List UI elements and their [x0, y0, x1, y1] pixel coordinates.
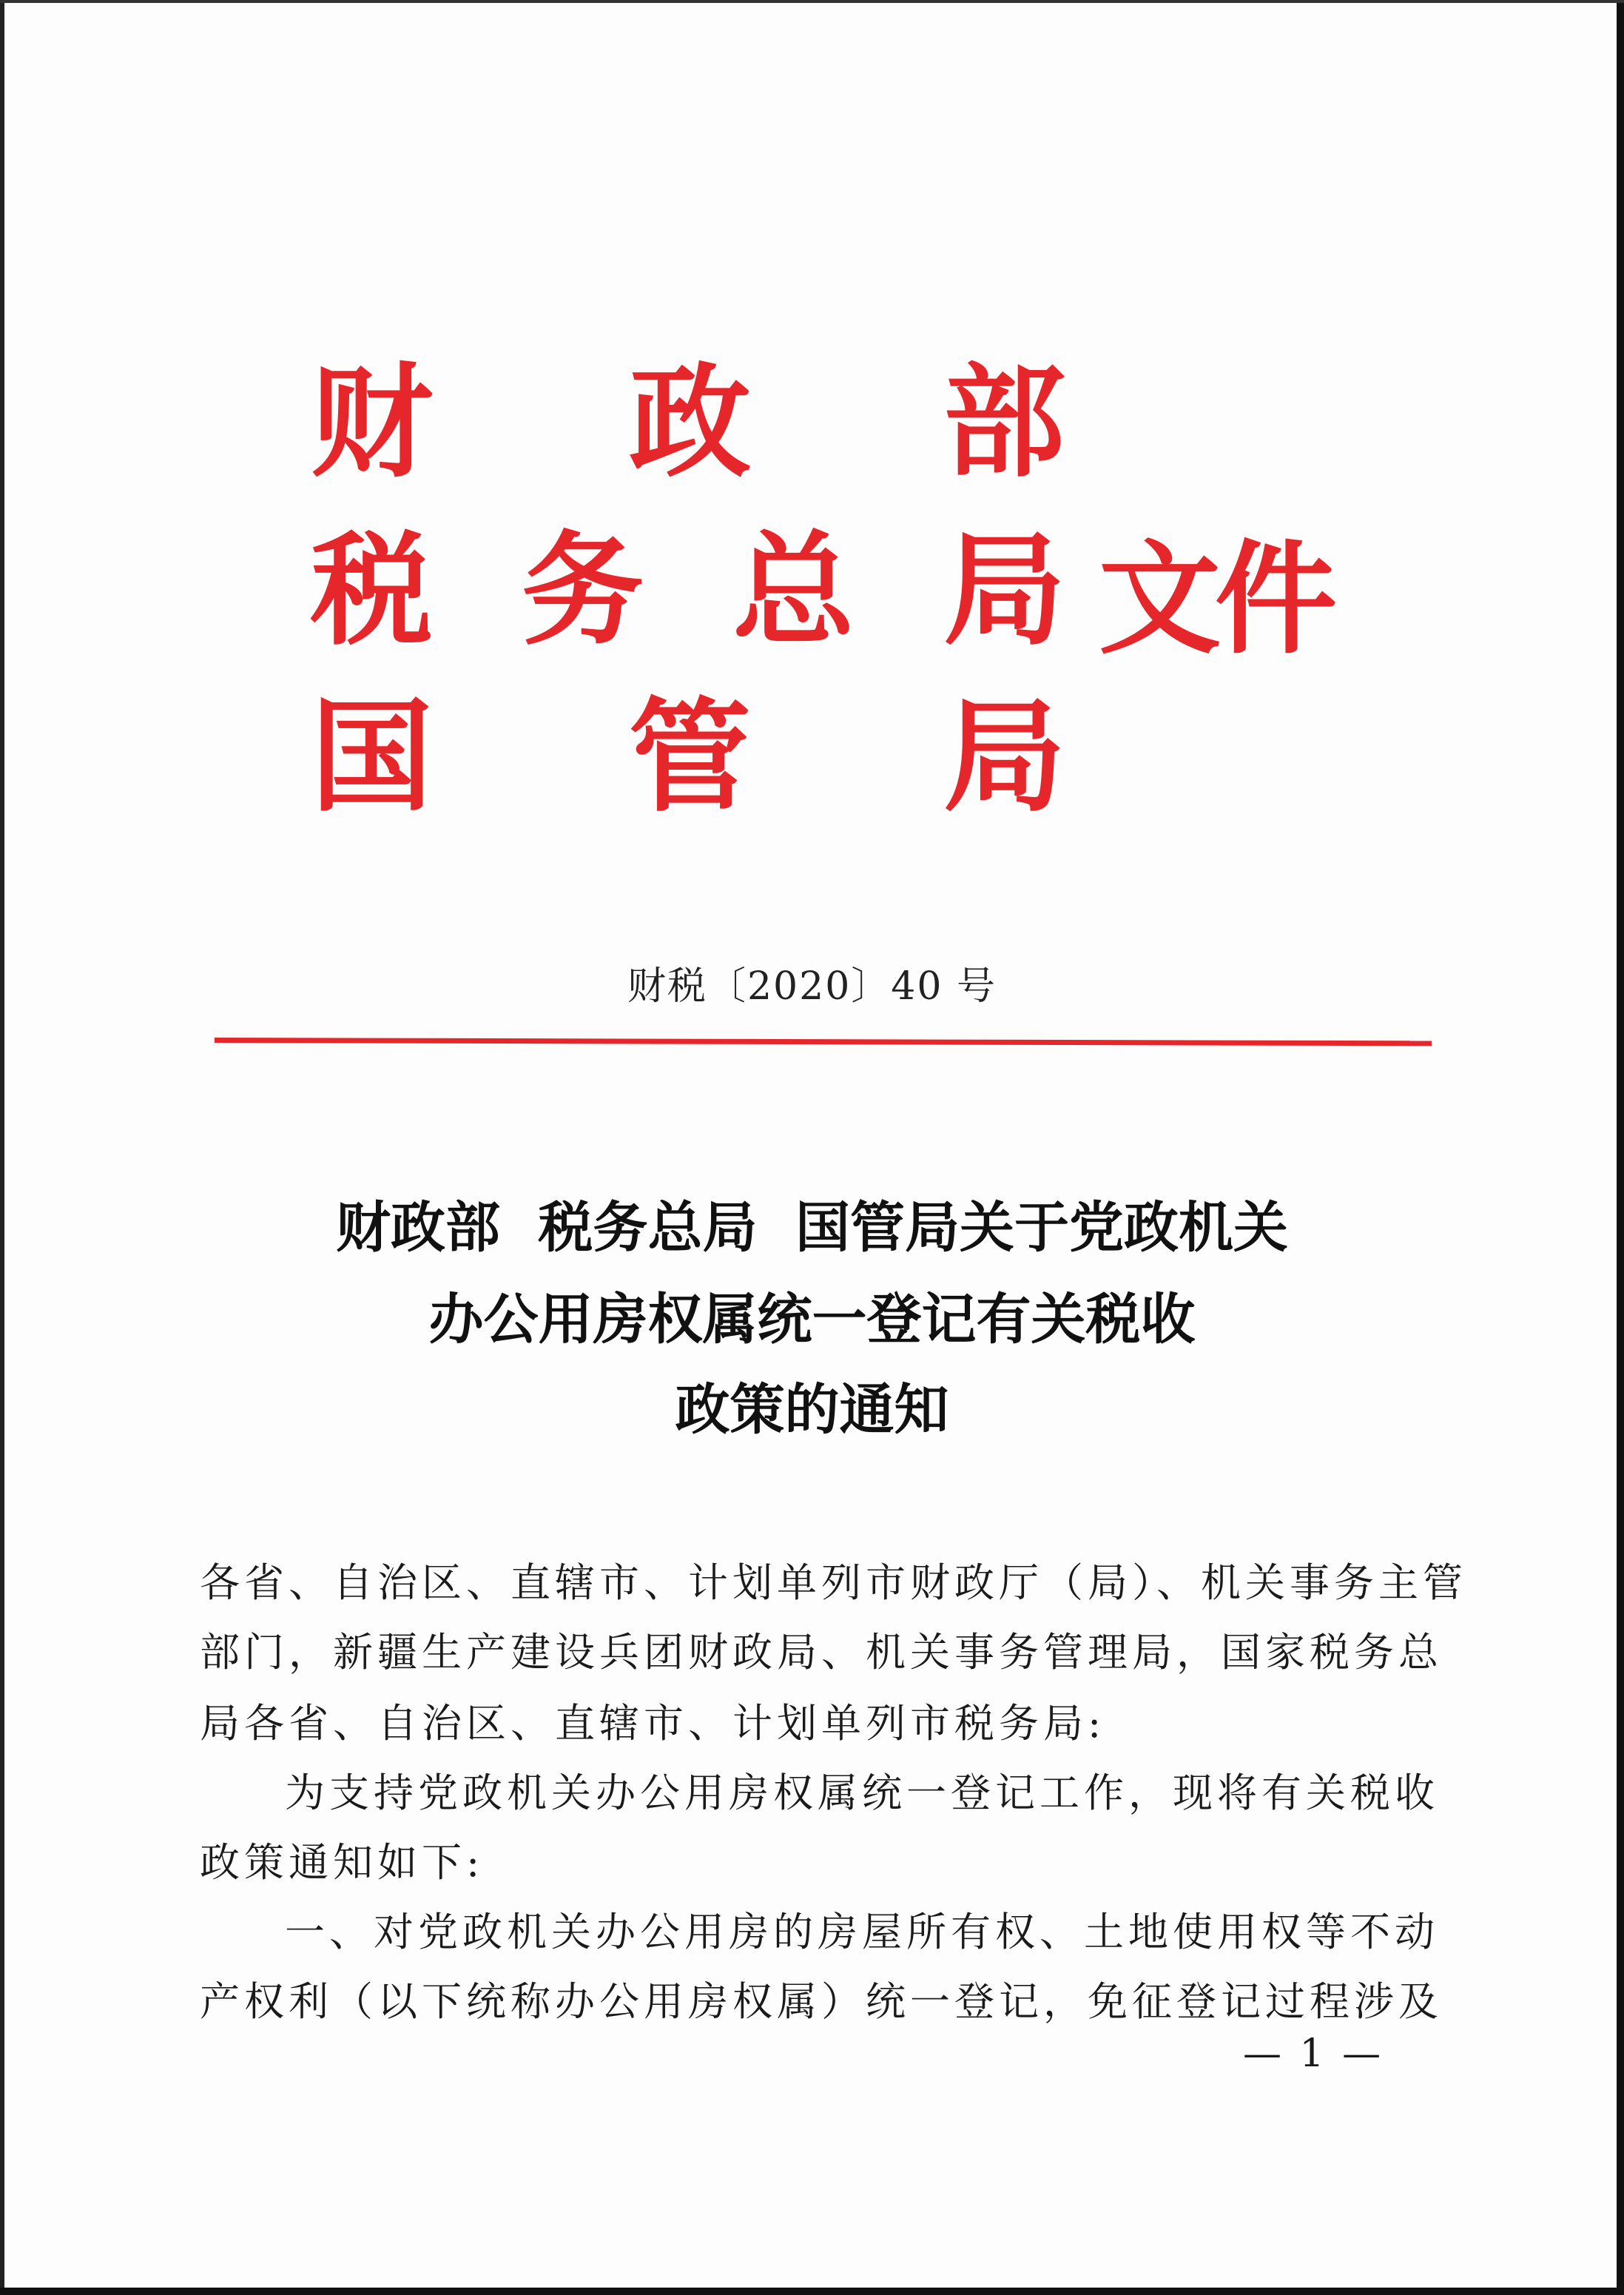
document-title-line-3: 政策的通知 [675, 1378, 949, 1442]
body-line-1: 各省、自治区、直辖市、计划单列市财政厅（局）、机关事务主管 [200, 1559, 1467, 1606]
scan-edge-left [0, 0, 4, 2295]
body-line-3: 局各省、自治区、直辖市、计划单列市税务局: [200, 1700, 1106, 1747]
header-char: 政 [629, 350, 751, 494]
header-char: 务 [522, 518, 644, 662]
document-title-line-1: 财政部 税务总局 国管局关于党政机关 [335, 1196, 1289, 1260]
body-line-2: 部门，新疆生产建设兵团财政局、机关事务管理局，国家税务总 [200, 1629, 1443, 1676]
header-suffix-document: 文件 [1099, 527, 1331, 671]
header-char: 国 [311, 685, 433, 828]
header-char: 管 [629, 685, 751, 828]
page-number: — 1 — [1243, 2032, 1384, 2076]
scan-edge-right [1617, 0, 1624, 2295]
body-line-4: 为支持党政机关办公用房权属统一登记工作，现将有关税收 [285, 1770, 1439, 1816]
header-char: 局 [943, 685, 1065, 828]
header-char: 财 [311, 350, 433, 494]
body-line-7: 产权利（以下统称办公用房权属）统一登记，免征登记过程涉及 [200, 1978, 1443, 2025]
document-number: 财税〔2020〕40 号 [627, 964, 997, 1009]
header-char: 部 [943, 350, 1065, 494]
header-char: 局 [943, 518, 1065, 662]
scan-edge-bottom [0, 2288, 1624, 2295]
scan-edge-top [0, 0, 1624, 3]
body-line-5: 政策通知如下: [200, 1839, 485, 1886]
header-char: 总 [732, 518, 855, 662]
document-title-line-2: 办公用房权属统一登记有关税收 [428, 1288, 1196, 1351]
red-divider-line [215, 1038, 1432, 1046]
body-line-6: 一、对党政机关办公用房的房屋所有权、土地使用权等不动 [285, 1909, 1439, 1955]
header-char: 税 [311, 518, 433, 662]
